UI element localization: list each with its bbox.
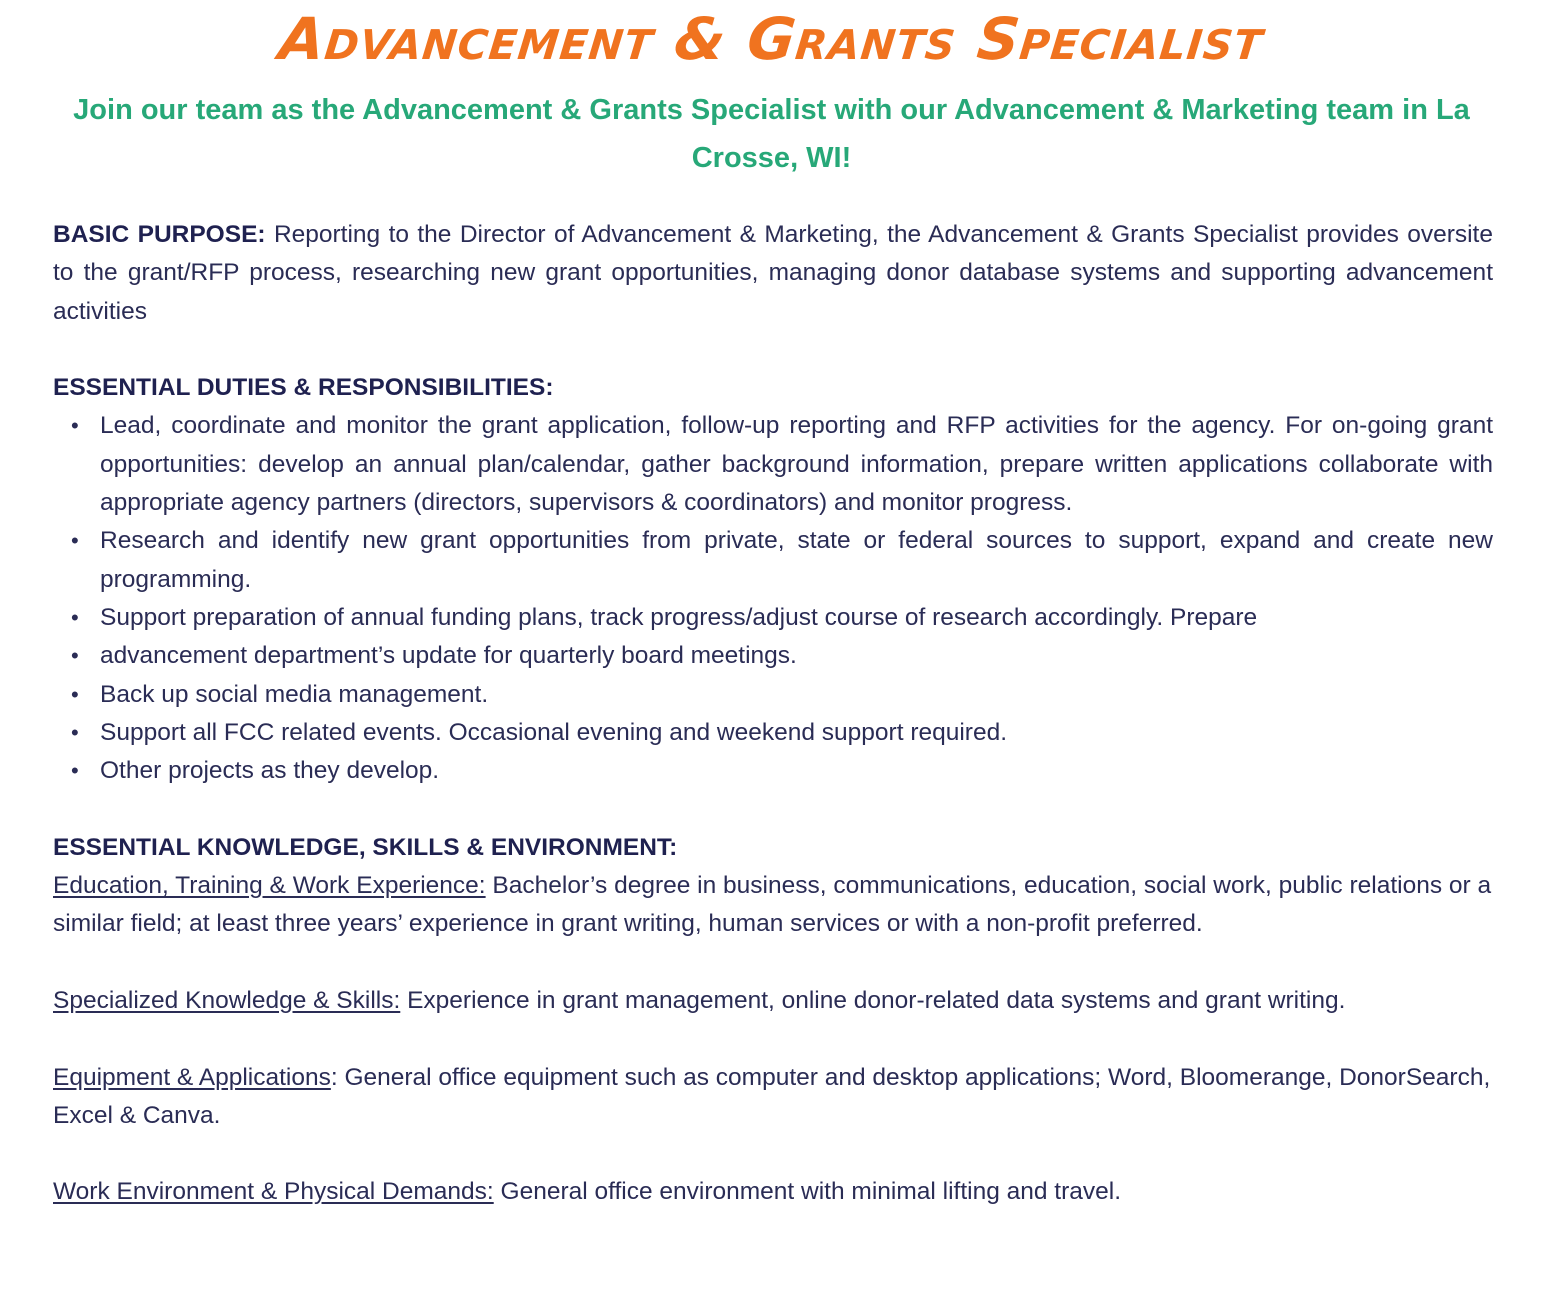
section-spacer [53, 1020, 1493, 1058]
bullet-icon: • [71, 719, 79, 745]
equipment-section [53, 1059, 1493, 1136]
bullet-icon: • [71, 681, 79, 707]
list-item [71, 522, 1493, 599]
list-item [71, 599, 1493, 637]
page-title: Advancement & Grants Specialist [276, 5, 1267, 73]
basic-purpose-section [53, 216, 1493, 331]
duty-text: Support preparation of annual funding plans, track progress/adjust course of research accordingly. Prepare [100, 603, 1258, 631]
specialized-label: Specialized Knowledge & Skills: [53, 986, 401, 1014]
duties-list [53, 407, 1493, 790]
bullet-icon: • [71, 528, 79, 554]
list-item [71, 407, 1493, 522]
section-spacer [53, 944, 1493, 982]
environment-text: General office environment with minimal lifting and travel. [493, 1178, 1122, 1206]
duty-text: Lead, coordinate and monitor the grant application, follow-up reporting and RFP activities for the agency. For on-going grant opportunities: develop an annual plan/calendar, gather background information, prepare written applications collaborate with appropriate agency partners (directors, supervisors & coordinators) and monitor progress. [100, 412, 1493, 517]
page-subtitle: Join our team as the Advancement & Grants Specialist with our Advancement & Marketing team in La Crosse, WI! [73, 94, 1470, 174]
list-item [71, 752, 1493, 790]
list-item [71, 714, 1493, 752]
environment-label: Work Environment & Physical Demands: [53, 1178, 494, 1206]
bullet-icon: • [71, 643, 79, 669]
basic-purpose-text: Reporting to the Director of Advancement & Marketing, the Advancement & Grants Specialist provides oversite to the grant/RFP process, researching new grant opportunities, managing donor database systems and supporting advancement activities [53, 221, 1493, 325]
job-description-body [53, 216, 1493, 1212]
education-section [53, 867, 1493, 944]
section-spacer [53, 331, 1493, 369]
equipment-label: Equipment & Applications [53, 1063, 331, 1091]
specialized-section [53, 982, 1493, 1020]
duty-text: Research and identify new grant opportunities from private, state or federal sources to support, expand and create new programming. [100, 527, 1493, 593]
equipment-text: : General office equipment such as computer and desktop applications; Word, Bloomerange, DonorSearch, Excel & Canva. [53, 1063, 1491, 1129]
education-text: Bachelor’s degree in business, communications, education, social work, public relations or a similar field; at least three years’ experience in grant writing, human services or with a non-profit preferred. [53, 872, 1492, 938]
list-item [71, 637, 1493, 675]
list-item [71, 676, 1493, 714]
basic-purpose-label: BASIC PURPOSE: [53, 221, 266, 248]
knowledge-heading: ESSENTIAL KNOWLEDGE, SKILLS & ENVIRONMENT: [53, 833, 678, 861]
duty-text: Support all FCC related events. Occasional evening and weekend support required. [100, 718, 1008, 746]
section-spacer [53, 790, 1493, 828]
duty-text: Back up social media management. [100, 680, 489, 708]
duty-text: Other projects as they develop. [100, 757, 440, 785]
environment-section [53, 1173, 1493, 1211]
bullet-icon: • [71, 758, 79, 784]
bullet-icon: • [71, 413, 79, 439]
specialized-text: Experience in grant management, online donor-related data systems and grant writing. [400, 986, 1346, 1014]
section-spacer [53, 1135, 1493, 1173]
duties-heading: ESSENTIAL DUTIES & RESPONSIBILITIES: [53, 374, 554, 402]
bullet-icon: • [71, 604, 79, 630]
duty-text: advancement department’s update for quarterly board meetings. [100, 642, 797, 670]
education-label: Education, Training & Work Experience: [53, 872, 486, 900]
